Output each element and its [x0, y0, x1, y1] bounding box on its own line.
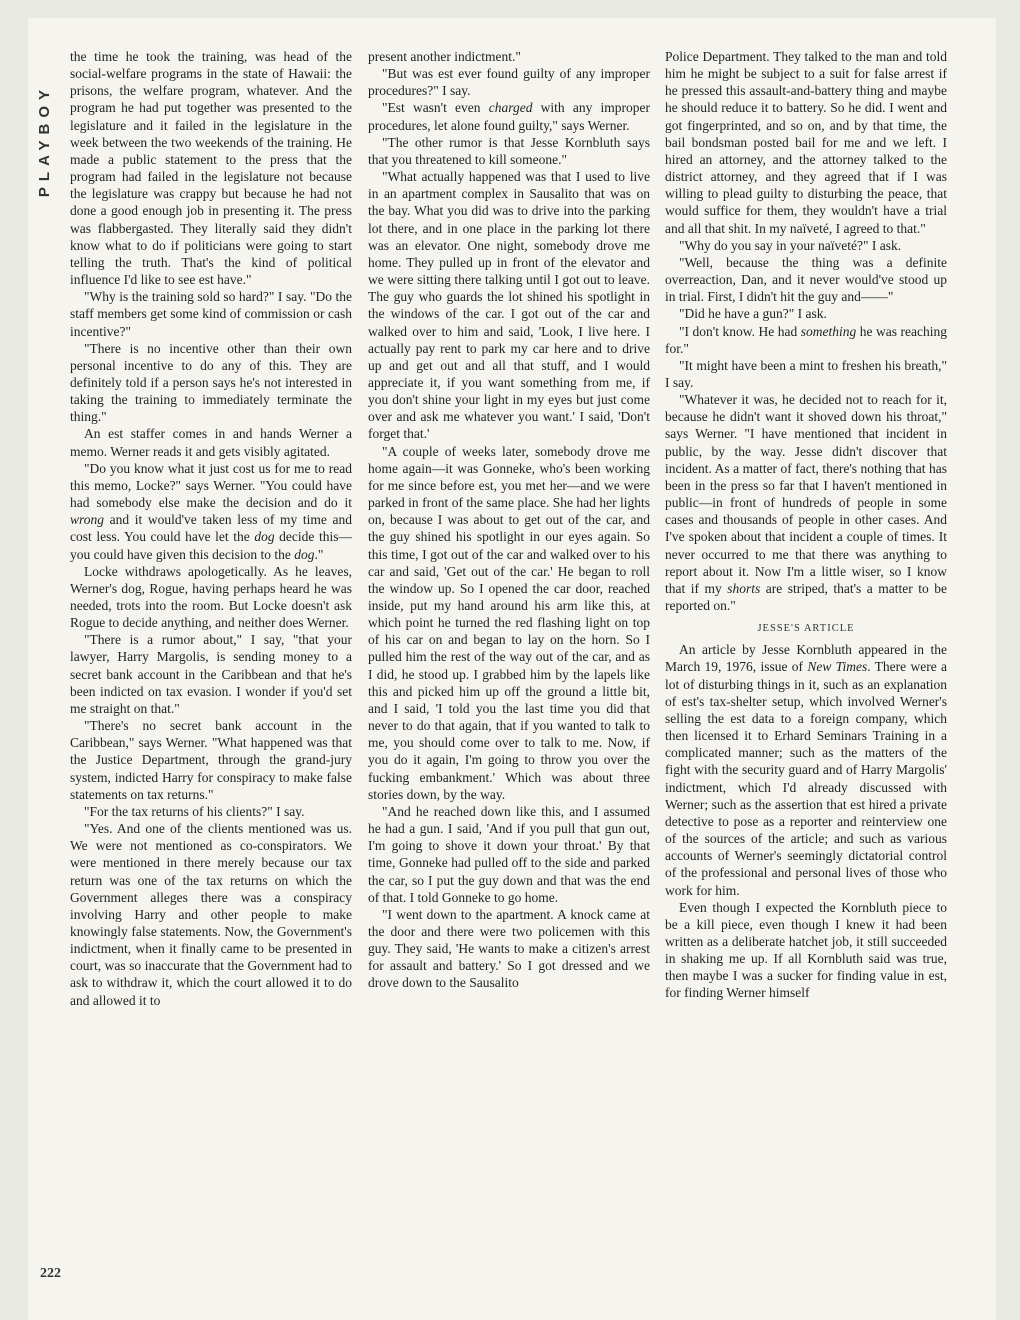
paragraph: present another indictment." [368, 49, 521, 64]
paragraph: "Whatever it was, he decided not to reach for it, because he didn't want it shoved down his throat," says Werner. "I have mentioned that incident in public, by the way. Jesse didn't discover that incident. As a matter of fact, there's nothing that has been in the press so far that I haven't mentioned in public—in front of hundreds of people in some cases and thousands of people in other cases. And I've spoken about that incident a couple of times. It never occurred to me that there was anything to report about it. Now I'm a little wiser, so I know that if my shorts are striped, that's a matter to be reported on." [665, 392, 947, 613]
magazine-name-vertical [34, 50, 56, 230]
section-heading: JESSE'S ARTICLE [757, 623, 855, 635]
magazine-page [28, 18, 996, 1320]
paragraph: An est staffer comes in and hands Werner a memo. Werner reads it and gets visibly agitated. [70, 426, 352, 459]
paragraph: "There is no incentive other than their own personal incentive to do any of this. They are definitely told if a person says he's not interested in taking the training to immediately terminate the thing." [70, 340, 352, 425]
paragraph: "Well, because the thing was a definite overreaction, Dan, and it never would've stood up in trial. First, I didn't hit the guy and——" [665, 254, 947, 305]
paragraph: "Est wasn't even charged with any improper procedures, let alone found guilty," says Werner. [368, 100, 650, 133]
paragraph: "I went down to the apartment. A knock came at the door and there were two policemen with this guy. They said, 'He wants to make a citizen's arrest for assault and battery.' So I got dressed and we drove down to the Sausalito [368, 906, 650, 991]
paragraph: Even though I expected the Kornbluth piece to be a kill piece, even though I knew it had been written as a deliberate hatchet job, it still succeeded in shaking me up. If all Kornbluth said was true, then maybe I was a sucker for finding value in est, for finding Werner himself [665, 899, 947, 1001]
paragraph: "But was est ever found guilty of any improper procedures?" I say. [368, 66, 650, 99]
magazine-name: PLAYBOY [36, 83, 54, 197]
paragraph: "There is a rumor about," I say, "that your lawyer, Harry Margolis, is sending money to a secret bank account in the Caribbean and that he's been indicted on tax evasion. I wonder if you'd set me straight on that." [70, 632, 352, 716]
paragraph: the time he took the training, was head of the social-welfare programs in the state of Hawaii: the prisons, the welfare program, whatever. And the program he had put together was presented to the legislature and it failed in the legislature in the week between the two weekends of the training. He made a public statement to the press that the program had failed in the legislature not because the legislature was crappy but because he had not done a good enough job in presenting it. The press was flabbergasted. They literally said they didn't know what to do if politicians were going to start telling the truth. That's the kind of political influence I'd like to see est have." [70, 49, 352, 288]
paragraph: "The other rumor is that Jesse Kornbluth says that you threatened to kill someone." [368, 134, 650, 167]
paragraph: "Do you know what it just cost us for me to read this memo, Locke?" says Werner. "You could have had somebody else make the decision and do it wrong and it would've taken less of my time and cost less. You could have let the dog decide this—you could have given this decision to the dog." [70, 460, 352, 562]
paragraph: "There's no secret bank account in the Caribbean," says Werner. "What happened was that the Justice Department, through the grand-jury system, indicted Harry for conspiracy to make false statements on tax returns." [70, 718, 352, 802]
article-column-2 [368, 48, 650, 1298]
paragraph: Locke withdraws apologetically. As he leaves, Werner's dog, Rogue, having perhaps heard he was needed, trots into the room. But Locke doesn't ask Rogue to decide anything, and neither does Werner. [70, 563, 352, 631]
paragraph: "A couple of weeks later, somebody drove me home again—it was Gonneke, who's been working for me since before est, you met her—and we were parked in front of the same place. She had her lights on, because I was about to get out of the car, and the guy shined his spotlight in our eyes again. So this time, I got out of the car and walked over to his car and said, 'Get out of the car.' He began to roll the window up. So I opened the car door, reached inside, put my hand around his arm like this, at which point he turned the red flashing light on top of his car on and began to lay on the horn. So I pulled him the rest of the way out of the car, and as I did, he stood up. I grabbed him by the lapels like this and picked him up off the ground a little bit, and I said, 'I told you the last time you did that never to do that again, that if you wanted to talk to me, you should come over to talk to me. Now, if you do it again, I'm going to throw you over the fucking embankment.' Which was about three stories down, by the way. [368, 443, 650, 802]
article-column-1 [70, 48, 352, 1298]
paragraph: An article by Jesse Kornbluth appeared in the March 19, 1976, issue of New Times. There were a lot of disturbing things in it, such as an explanation of est's tax-shelter setup, which involved Werner's selling the est data to a foreign company, which then licensed it to Erhard Seminars Training in a complicated manner; such as the matters of the fight with the security guard and of Harry Margolis' indictment, which I'd already discussed with Werner; such as the assertion that est hired a private detective to pose as a reporter and reinterview one of the sources of the article; and such as various accounts of Werner's seemingly dictatorial control of the professional and personal lives of those who work for him. [665, 642, 947, 898]
paragraph: "Yes. And one of the clients mentioned was us. We were not mentioned as co-conspirators. We were mentioned in there merely because our tax return was one of the tax returns on which the Government alleges there was a conspiracy involving Harry and other people to make knowingly false statements. Now, the Government's indictment, when it finally came to be presented in court, was so inaccurate that the Government had to ask to withdraw it, which the court allowed it to do and allowed it to [70, 821, 352, 1008]
paragraph: "And he reached down like this, and I assumed he had a gun. I said, 'And if you pull that gun out, I'm going to shove it down your throat.' By that time, Gonneke had pulled off to the side and parked the car, so I put the guy down and that was the end of that. I told Gonneke to go home. [368, 803, 650, 905]
page-number: 222 [40, 1266, 61, 1281]
paragraph: "I don't know. He had something he was reaching for." [665, 323, 947, 356]
paragraph: "What actually happened was that I used to live in an apartment complex in Sausalito that was on the bay. What you did was to drive into the parking lot there, and in one place in the parking lot there was an elevator. One night, somebody drove me home. They pulled up in front of the elevator and we were sitting there talking until I got out to leave. The guy who guards the lot shined his spotlight in the windows of the car. I got out of the car and walked over to him and said, 'Look, I live here. I actually pay rent to park my car here and to drive up and get out and all that stuff, and I would appreciate it, if you want something from me, if you don't shine your light in my eyes but just come over and ask me whatever you want.' I said, 'Don't forget that.' [368, 169, 650, 442]
paragraph: "Did he have a gun?" I ask. [679, 306, 827, 322]
paragraph: Police Department. They talked to the man and told him he might be subject to a suit for false arrest if he pressed this assault-and-battery thing and maybe he should reduce it to battery. So he did. I went and got fingerprinted, and so on, and by that time, the bail bondsman posted bail for me and we left. I hired an attorney, and the attorney talked to the district attorney, and they agreed that if I was willing to plead guilty to disturbing the peace, that would suffice for them, they wouldn't have a trial and all that shit. In my naïveté, I agreed to that." [665, 49, 947, 236]
paragraph: "Why do you say in your naïveté?" I ask. [679, 237, 902, 253]
paragraph: "For the tax returns of his clients?" I say. [84, 803, 305, 819]
paragraph: "It might have been a mint to freshen his breath," I say. [665, 357, 947, 390]
paragraph: "Why is the training sold so hard?" I say. "Do the staff members get some kind of commission or cash incentive?" [70, 289, 352, 339]
article-column-3 [665, 48, 947, 1298]
